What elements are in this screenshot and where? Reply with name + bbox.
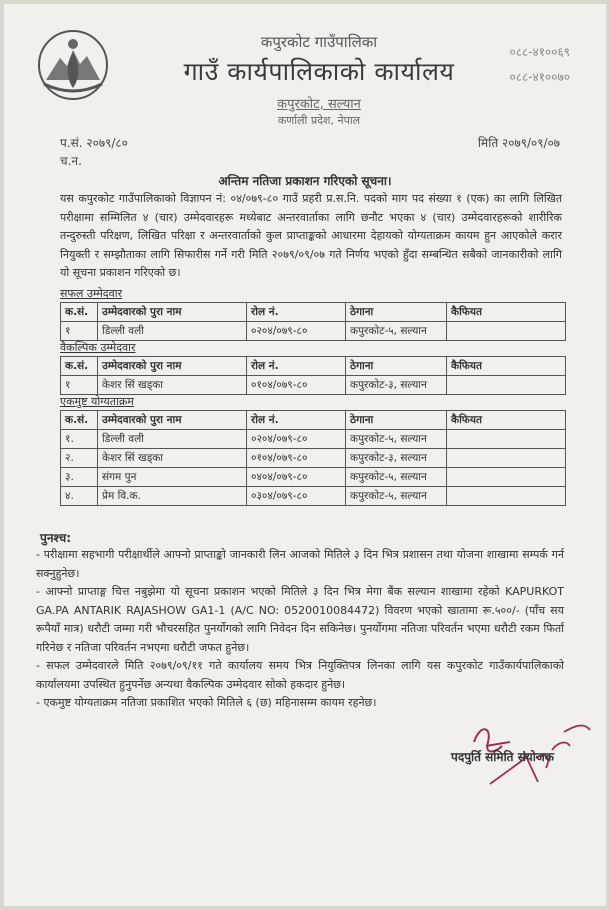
letterhead	[174, 32, 464, 128]
cell-roll: ०१०४/०७९-८०	[247, 449, 346, 468]
notice-body: यस कपुरकोट गाउँपालिकाको विज्ञापन नं: ०४/०७९-८० गाउँ प्रहरी प्र.स.नि. पदको माग पद संख्या १ (एक) का लागि लिखित परीक्षामा सम्मिलित ४ (चार) उम्मेदवारहरू मध्येबाट अन्तरवार्ताका लागि छनौट भएका ४ (चार) उम्मेदवारहरूको शारीरिक तन्दुरुस्ती परिक्षण, लिखित परिक्षा र अन्तरवार्ताको कुल प्राप्ताङ्कको आधारमा देहायको योग्यताक्रम कायम हुन आएकोले करार नियुक्ती र सम्झौताका लागि सिफारीस गर्ने गरी मिति २०७९/०९/०७ गते निर्णय भएको हुँदा सम्बन्धित सबैको जानकारीको लागि यो सूचना प्रकाशन गरिएको छ।	[60, 192, 562, 279]
table-row	[61, 449, 566, 468]
cell-roll: ०२०४/०७९-८०	[247, 430, 346, 449]
table-header-row	[61, 303, 566, 322]
table-header-row	[61, 411, 566, 430]
col-address: ठेगाना	[346, 411, 447, 430]
notice-document	[4, 4, 606, 906]
alternate-table	[60, 356, 566, 395]
cell-roll: ०३०४/०७९-८०	[247, 487, 346, 506]
phone-1: ०८८-४१००६९	[509, 45, 570, 59]
cell-remarks	[447, 376, 566, 395]
col-name: उम्मेदवारको पुरा नाम	[98, 303, 247, 322]
cell-name: केशर सिं खड्का	[98, 376, 247, 395]
table-row	[61, 430, 566, 449]
cell-remarks	[447, 322, 566, 341]
cell-address: कपुरकोट-३, सल्यान	[346, 449, 447, 468]
postscript-title: पुनश्च:	[40, 531, 71, 545]
dispatch-number: च.न.	[60, 154, 82, 168]
cell-address: कपुरकोट-५, सल्यान	[346, 430, 447, 449]
note-item: - परीक्षामा सहभागी परीक्षार्थीले आफ्नो प्राप्ताङ्को जानकारी लिन आजको मितिले ३ दिन भित्र प्रशासन तथा योजना शाखामा सम्पर्क गर्न सक्नुहुनेछ।	[36, 548, 564, 580]
cell-name: डिल्ली वली	[98, 322, 247, 341]
table-row	[61, 468, 566, 487]
col-address: ठेगाना	[346, 303, 447, 322]
col-roll: रोल नं.	[247, 411, 346, 430]
office-name: कपुरकोट गाउँपालिका	[260, 33, 378, 51]
note-item: - सफल उम्मेदवारले मिति २०७९/०९/११ गते कार्यालय समय भित्र नियुक्तिपत्र लिनका लागि यस कपुरकोट गाउँकार्यपालिकाको कार्यालयमा उपस्थित हुनुपर्नेछ अन्यथा वैकल्पिक उम्मेदवार सोको हकदार हुनेछ।	[36, 659, 564, 691]
cell-address: कपुरकोट-५, सल्यान	[346, 487, 447, 506]
address-line-2: कर्णाली प्रदेश, नेपाल	[277, 114, 361, 127]
merit-table	[60, 410, 566, 506]
notice-date: मिति २०७९/०९/०७	[477, 136, 560, 150]
cell-sn: २.	[61, 449, 98, 468]
note-item: - आफ्नो प्राप्ताङ्ग चित्त नबुझेमा यो सूचना प्रकाशन भएको मितिले ३ दिन भित्र मेगा बैंक सल्यान शाखामा रहेको KAPURKOT GA.PA ANTARIK RAJASHOW GA1-1 (A/C NO: 0520010084472) विवरण भएको खातामा रू.५००/- (पाँच सय रूपैयाँ मात्र) धरौटी जम्मा गरी भौचरसहित पुनर्योगको लागि निवेदन दिन सकिनेछ। पुनर्योगमा नतिजा परिवर्तन भएमा धरौटी रकम फिर्ता गरिनेछ र नतिजा परिवर्तन नभएमा धरौटी जफत हुनेछ।	[36, 585, 564, 654]
col-remarks: कैफियत	[447, 357, 566, 376]
table-header-row	[61, 357, 566, 376]
cell-roll: ०१०४/०७९-८०	[247, 376, 346, 395]
col-remarks: कैफियत	[447, 411, 566, 430]
cell-name: प्रेम वि.क.	[98, 487, 247, 506]
office-title: गाउँ कार्यपालिकाको कार्यालय	[183, 57, 455, 86]
col-name: उम्मेदवारको पुरा नाम	[98, 357, 247, 376]
phone-2: ०८८-४१००७०	[509, 70, 570, 84]
successful-table	[60, 302, 566, 341]
cell-name: डिल्ली वली	[98, 430, 247, 449]
table-row	[61, 376, 566, 395]
cell-sn: ४.	[61, 487, 98, 506]
cell-sn: १	[61, 376, 98, 395]
address-line-1: कपुरकोट, सल्यान	[277, 97, 361, 112]
col-sn: क.सं.	[61, 357, 98, 376]
note-item: - एकमुष्ट योग्यताक्रम नतिजा प्रकाशित भएको मितिले ६ (छ) महिनासम्म कायम रहनेछ।	[36, 696, 377, 709]
cell-name: केशर सिं खड्का	[98, 449, 247, 468]
cell-remarks	[447, 468, 566, 487]
col-roll: रोल नं.	[247, 357, 346, 376]
section-title-successful: सफल उम्मेदवार	[60, 287, 123, 300]
signer-title: पदपुर्ति समिति संयोजक	[451, 750, 554, 764]
cell-address: कपुरकोट-३, सल्यान	[346, 376, 447, 395]
col-sn: क.सं.	[61, 411, 98, 430]
col-name: उम्मेदवारको पुरा नाम	[98, 411, 247, 430]
cell-remarks	[447, 449, 566, 468]
col-roll: रोल नं.	[247, 303, 346, 322]
cell-address: कपुरकोट-५, सल्यान	[346, 468, 447, 487]
reference-number: प.सं. २०७९/८०	[60, 136, 128, 150]
cell-remarks	[447, 430, 566, 449]
cell-sn: १	[61, 322, 98, 341]
section-title-merit: एकमुष्ट योग्यताक्रम	[60, 395, 134, 408]
postscript-notes	[36, 546, 564, 713]
cell-sn: ३.	[61, 468, 98, 487]
cell-roll: ०२०४/०७९-८०	[247, 322, 346, 341]
col-address: ठेगाना	[346, 357, 447, 376]
nepal-emblem-icon	[36, 28, 110, 102]
cell-sn: १.	[61, 430, 98, 449]
phone-numbers	[510, 40, 571, 90]
notice-subject: अन्तिम नतिजा प्रकाशन गरिएको सूचना।	[218, 174, 392, 188]
table-row	[61, 487, 566, 506]
cell-roll: ०४०४/०७९-८०	[247, 468, 346, 487]
cell-name: संगम पुन	[98, 468, 247, 487]
section-title-alternate: वैकल्पिक उम्मेदवार	[60, 341, 136, 354]
table-row	[61, 322, 566, 341]
col-remarks: कैफियत	[447, 303, 566, 322]
cell-address: कपुरकोट-५, सल्यान	[346, 322, 447, 341]
cell-remarks	[447, 487, 566, 506]
col-sn: क.सं.	[61, 303, 98, 322]
